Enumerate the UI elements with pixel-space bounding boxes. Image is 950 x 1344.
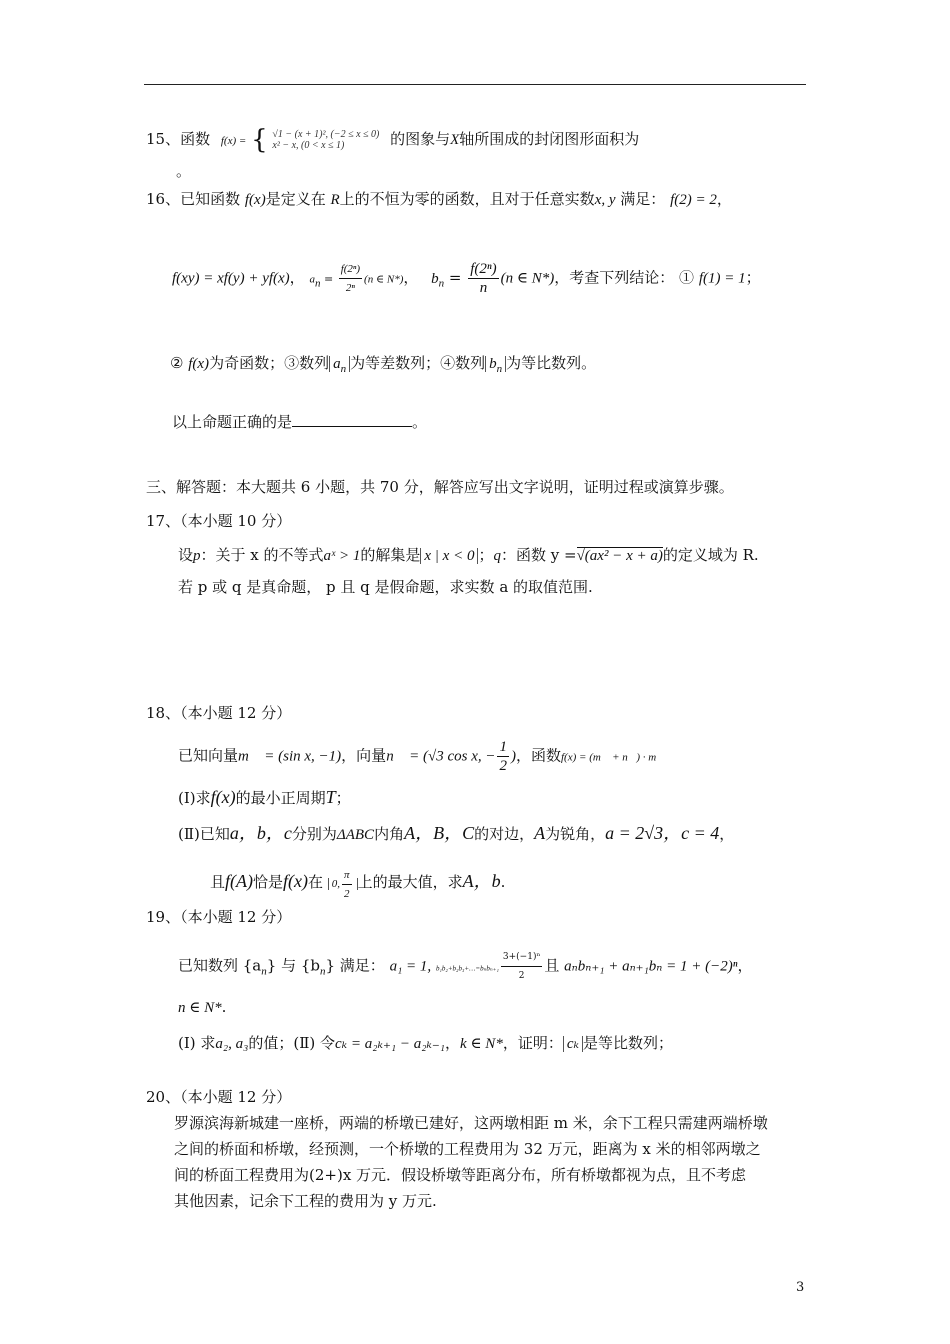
q20-line-4: 其他因素，记余下工程的费用为 y 万元. xyxy=(174,1192,437,1210)
question-16-ask xyxy=(172,410,427,433)
q18-l1a: 已知向量 xyxy=(178,746,239,765)
q16-c3-set: a xyxy=(333,356,341,372)
q16-bn-cond: (n ∈ N*) xyxy=(500,270,555,287)
q16-R: R xyxy=(330,192,340,208)
q18-p2c: 内角 xyxy=(374,825,405,843)
q18-p3a: 且 xyxy=(210,873,226,892)
q19-gden: 2 xyxy=(518,971,525,981)
q19-l2: n ∈ N* xyxy=(178,1000,222,1016)
q17-l1c: 的解集是 xyxy=(360,546,421,564)
q15-piece-1: √1 − (x + 1)², (−2 ≤ x ≤ 0) xyxy=(272,129,380,140)
q19-ck: cₖ = a₂ₖ₊₁ − a₂ₖ₋₁ xyxy=(335,1036,446,1052)
q19-l2e: . xyxy=(221,998,227,1016)
q19-a1: a₁ = 1, xyxy=(389,958,432,975)
q15-tail: 的图象与 xyxy=(390,130,451,148)
q19-p1d: ，证明： xyxy=(502,1034,563,1052)
q16-tail: 满足： xyxy=(620,190,666,208)
q15-tail-2: 轴所围成的封闭图形面积为 xyxy=(459,130,640,148)
q16-sep-2: ， xyxy=(403,268,419,287)
page-number: 3 xyxy=(796,1280,805,1295)
q19-p1e: 是等比数列； xyxy=(582,1034,673,1052)
q18-p3fx: f(x) xyxy=(283,871,308,892)
q16-lead: 16、已知函数 xyxy=(146,190,241,208)
q16-an-fraction xyxy=(339,260,362,297)
q17-q: q xyxy=(493,548,501,564)
q17-l1d: ； xyxy=(478,546,494,564)
q17-l1b: ：关于 x 的不等式 xyxy=(200,546,324,564)
q19-line-2 xyxy=(178,996,226,1019)
q18-p1a: (Ⅰ)求 xyxy=(178,789,211,807)
q16-mid-2: 上的不恒为零的函数，且对于任意实数 xyxy=(339,190,595,208)
q16-check: ，考查下列结论： ① xyxy=(554,268,695,287)
q19-garbled-frac xyxy=(501,948,542,985)
q18-m: m⃗ = (sin x, −1) xyxy=(238,748,342,765)
q16-bn-sub: n xyxy=(438,277,445,290)
q20-heading: 20、（本小题 12 分） xyxy=(146,1088,292,1106)
q18-tri: ΔABC xyxy=(336,827,375,843)
q18-p3b: 恰是 xyxy=(253,873,284,892)
q20-line-1: 罗源滨海新城建一座桥，两端的桥墩已建好，这两墩相距 m 米，余下工程只需建两端桥墩 xyxy=(174,1114,768,1132)
q19-line-1 xyxy=(178,948,752,985)
q16-c2-fx: f(x) xyxy=(188,356,210,372)
q18-p2e: 为锐角， xyxy=(545,825,606,843)
q16-bn-set xyxy=(485,356,506,375)
q18-p3c: 在 xyxy=(308,873,324,892)
q19-parts xyxy=(178,1032,673,1055)
q18-int-den: 2 xyxy=(344,888,350,900)
q19-heading: 19、（本小题 12 分） xyxy=(146,908,292,926)
q19-p1b: 的值；(Ⅱ) 令 xyxy=(248,1034,336,1052)
q18-T: T xyxy=(325,787,336,807)
q20-line-3: 间的桥面工程费用为(2+)x 万元．假设桥墩等距离分布，所有桥墩都视为点，且不考虑 xyxy=(174,1166,747,1184)
q18-p2a: (Ⅱ)已知 xyxy=(178,825,230,843)
q19-p1c: ， xyxy=(445,1034,461,1052)
question-16-line-1 xyxy=(146,188,732,211)
q18-p3d: 上的最大值，求 xyxy=(357,873,463,892)
q19-l1e: ， xyxy=(737,956,753,975)
question-16-line-2 xyxy=(172,260,761,297)
q17-set: x | x < 0 xyxy=(420,548,478,564)
q16-bn-eq: = xyxy=(444,268,467,287)
q16-c2-lead: ② xyxy=(170,354,184,372)
q15-piece-2: x² − x, (0 < x ≤ 1) xyxy=(272,140,345,151)
q17-sqrt: √(ax² − x + a) xyxy=(576,548,663,564)
q19-a2a3: a₂, a₃ xyxy=(215,1036,249,1052)
q17-l1a: 设 xyxy=(178,546,194,564)
q18-part-2-cont xyxy=(210,866,505,903)
q18-fA: f(A) xyxy=(225,871,253,892)
q15-pieces xyxy=(272,129,379,151)
q19-l1b: } 与 {b xyxy=(266,956,320,975)
q18-l1b: ，向量 xyxy=(341,746,387,765)
q15-lead: 15、函数 xyxy=(146,130,211,148)
q18-part-1 xyxy=(178,786,351,809)
q19-l1sub2: n xyxy=(320,965,326,978)
q17-l1e: ：函数 y = xyxy=(500,546,577,564)
q18-int-lhs: 0, xyxy=(331,878,341,891)
q16-c2-text: 为奇函数；③数列 xyxy=(209,354,330,372)
q18-p3e: . xyxy=(500,873,506,892)
q19-p1a: (Ⅰ) 求 xyxy=(178,1034,216,1052)
q19-l1a: 已知数列 {a xyxy=(178,956,262,975)
q16-xy: x, y xyxy=(594,192,616,208)
q16-an-cond: (n ∈ N*) xyxy=(364,273,404,286)
q16-fx: f(x) xyxy=(244,192,266,208)
header-rule xyxy=(144,84,806,85)
q16-bn-lhs: b xyxy=(431,270,439,287)
q19-rec: aₙbₙ₊₁ + aₙ₊₁bₙ = 1 + (−2)ⁿ xyxy=(564,958,738,975)
q16-an-lhs: a xyxy=(309,273,315,286)
q18-p2b: 分别为 xyxy=(291,825,337,843)
q18-interval xyxy=(328,869,358,900)
q16-semi: ； xyxy=(745,268,761,287)
q19-cset: cₖ xyxy=(563,1036,583,1052)
q18-n-fraction xyxy=(497,738,509,775)
question-16-line-3 xyxy=(170,352,596,380)
q16-bn-den: n xyxy=(479,280,488,296)
q18-n-num: 1 xyxy=(499,739,507,755)
q18-line-1 xyxy=(178,738,665,775)
q19-l1sub: n xyxy=(261,965,267,978)
q18-int-frac xyxy=(342,866,352,903)
q16-c4-sub: n xyxy=(496,363,503,375)
q15-x-axis: X xyxy=(450,132,460,148)
q16-c4-set: b xyxy=(489,356,497,372)
q16-c1: f(1) = 1 xyxy=(698,270,746,287)
q16-end: ， xyxy=(716,190,732,208)
q18-fx: f(x) = (m⃗ + n⃗) · m⃗ xyxy=(561,751,665,764)
q17-ineq: aˣ > 1 xyxy=(323,548,361,564)
q16-c3-text: 为等差数列；④数列 xyxy=(350,354,486,372)
q18-A: A xyxy=(534,823,546,843)
q19-gnum: 3+(−1)ⁿ xyxy=(501,948,542,967)
q16-sep: ， xyxy=(289,268,305,287)
q18-aval: a = 2√3 xyxy=(605,823,664,843)
q16-an-set xyxy=(329,356,350,375)
q18-abc: a，b，c xyxy=(229,823,292,843)
q16-mid: 是定义在 xyxy=(265,190,326,208)
answer-blank[interactable] xyxy=(292,410,412,427)
q18-l1c: ，函数 xyxy=(515,746,561,765)
q18-n-rhs: ) xyxy=(510,748,516,765)
q19-garbled: b₁b₂+b₂b₃+…=bₙbₙ₊₁ xyxy=(435,964,499,973)
q19-kin: k ∈ N* xyxy=(460,1036,503,1052)
q16-an-eq: = xyxy=(320,272,337,286)
q18-n-den: 2 xyxy=(499,758,507,774)
q16-c3-sub: n xyxy=(340,363,347,375)
q18-p2d: 的对边， xyxy=(474,825,535,843)
q16-ask: 以上命题正确的是 xyxy=(172,413,293,431)
q15-brace: { xyxy=(251,125,268,155)
q17-line-1 xyxy=(178,544,759,567)
q15-function-name: f(x) = xyxy=(220,135,247,147)
question-15 xyxy=(146,125,640,155)
q18-int-num: π xyxy=(342,866,352,885)
q16-eq1: f(xy) = xf(y) + yf(x) xyxy=(172,270,290,287)
q17-line-2: 若 p 或 q 是真命题， p 且 q 是假命题，求实数 a 的取值范围. xyxy=(178,578,593,596)
q18-part-2 xyxy=(178,822,734,846)
q18-p2f: ， xyxy=(719,825,735,843)
q18-p1c: ； xyxy=(335,789,351,807)
q16-an-num: f(2ⁿ) xyxy=(339,260,362,279)
q20-line-2: 之间的桥面和桥墩，经预测，一个桥墩的工程费用为 32 万元，距离为 x 米的相邻两墩之 xyxy=(174,1140,761,1158)
q17-p: p xyxy=(193,548,201,564)
q16-an-sub: n xyxy=(314,277,321,290)
q17-l1f: 的定义域为 R. xyxy=(662,546,759,564)
q16-bn-fraction xyxy=(468,260,498,297)
q16-c4-text: 为等比数列。 xyxy=(506,354,597,372)
q16-ask-end: 。 xyxy=(412,413,428,431)
section-3-heading: 三、解答题：本大题共 6 小题，共 70 分，解答应写出文字说明，证明过程或演算步骤。 xyxy=(146,478,734,496)
q18-heading: 18、（本小题 12 分） xyxy=(146,704,292,722)
q18-n-lhs: n⃗ = (√3 cos x, − xyxy=(386,748,496,765)
q18-cval: ，c = 4 xyxy=(663,823,720,843)
q18-p1fx: f(x) xyxy=(210,787,236,807)
q15-end: 。 xyxy=(176,162,192,180)
q18-Ab: A，b xyxy=(462,871,501,892)
q19-l1c: } 满足： xyxy=(325,956,385,975)
q17-heading: 17、（本小题 10 分） xyxy=(146,512,292,530)
q16-bn-num: f(2ⁿ) xyxy=(470,261,497,277)
q16-an-den: 2ⁿ xyxy=(345,282,355,294)
q19-l1d: 且 xyxy=(544,956,560,975)
q18-ABC: A，B，C xyxy=(404,823,475,843)
q18-p1b: 的最小正周期 xyxy=(235,789,326,807)
q16-f2: f(2) = 2 xyxy=(670,192,717,208)
